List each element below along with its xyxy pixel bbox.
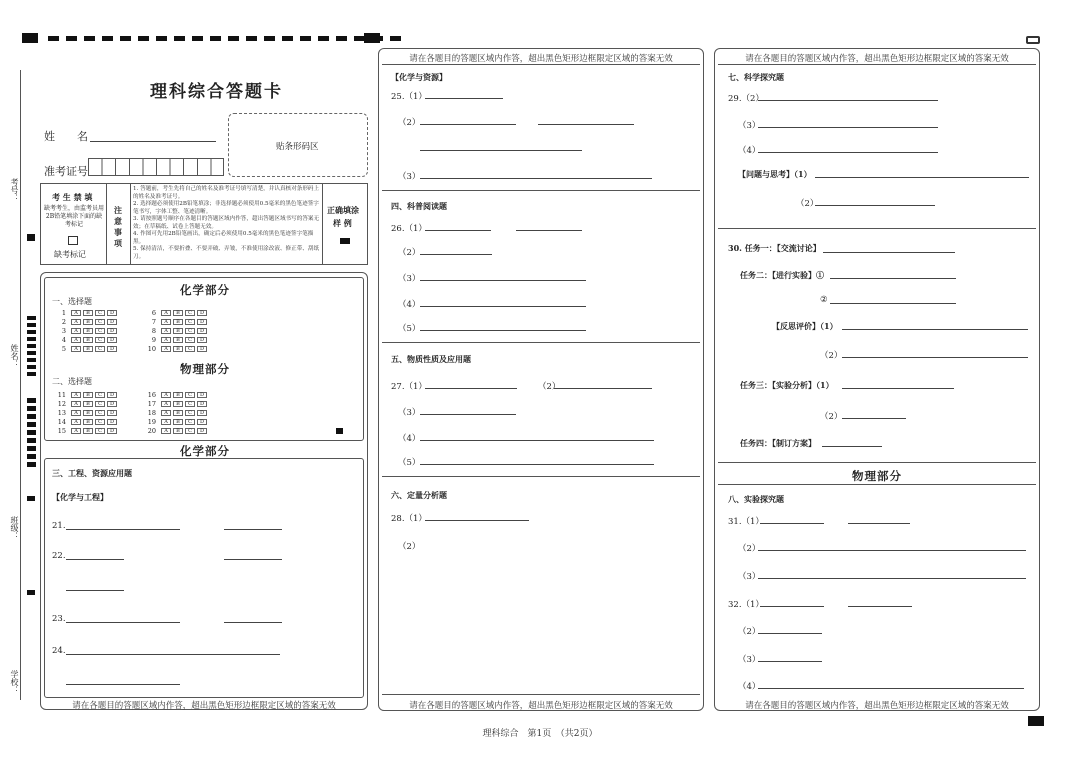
- divider: [382, 694, 700, 695]
- mcq-row: [54, 336, 117, 344]
- q27-1-answer[interactable]: [425, 388, 517, 389]
- option-bubble-d[interactable]: D: [197, 428, 207, 434]
- question-number: 19: [147, 418, 156, 426]
- q22-label: 22.: [52, 551, 66, 561]
- name-field[interactable]: [90, 141, 216, 142]
- q24-label: 24.: [52, 646, 66, 656]
- option-bubble-c[interactable]: C: [185, 346, 195, 352]
- question-number: 14: [57, 418, 66, 426]
- timing-marks: [48, 36, 401, 41]
- q25-2-label: （2）: [398, 118, 421, 128]
- q27-4-answer[interactable]: [420, 440, 654, 441]
- chem-resources-label: 【化学与资源】: [391, 72, 447, 82]
- option-bubble-b[interactable]: B: [173, 392, 183, 398]
- option-bubble-a[interactable]: A: [71, 310, 81, 316]
- divider: [130, 183, 131, 265]
- task3-1-answer[interactable]: [842, 388, 954, 389]
- option-bubble-b[interactable]: B: [173, 319, 183, 325]
- q32-4-answer[interactable]: [758, 688, 1024, 689]
- divider: [718, 484, 1036, 485]
- question-number: 18: [147, 409, 156, 417]
- q25-2-answer-1[interactable]: [420, 124, 516, 125]
- option-bubble-c[interactable]: C: [185, 410, 195, 416]
- q29-4-label: （4）: [738, 146, 761, 156]
- option-bubble-d[interactable]: D: [107, 410, 117, 416]
- task3-2-label: （2）: [820, 412, 843, 422]
- question-number: 8: [151, 327, 156, 335]
- q26-1-answer-2[interactable]: [516, 230, 582, 231]
- notice-col3-bottom: 请在各题目的答题区域内作答，超出黑色矩形边框限定区域的答案无效: [745, 701, 1009, 711]
- option-bubble-c[interactable]: C: [95, 410, 105, 416]
- note-item: 4. 作图可先用2B铅笔画出，确定后必须使用0.5毫米的黑色笔迹签字笔描黑。: [133, 231, 314, 245]
- mcq-row: [54, 418, 117, 426]
- q26-5-label: （5）: [398, 324, 421, 334]
- q32-3-answer[interactable]: [758, 661, 822, 662]
- side-mark: [27, 590, 35, 595]
- mcq-row: [144, 427, 207, 435]
- corner-mark-bottom-right: [1028, 716, 1044, 726]
- option-bubble-a[interactable]: A: [161, 392, 171, 398]
- option-bubble-d[interactable]: D: [107, 337, 117, 343]
- option-bubble-c[interactable]: C: [95, 310, 105, 316]
- option-bubble-b[interactable]: B: [173, 401, 183, 407]
- option-bubble-a[interactable]: A: [161, 328, 171, 334]
- option-bubble-b[interactable]: B: [83, 401, 93, 407]
- option-bubble-a[interactable]: A: [71, 392, 81, 398]
- notes-list: [133, 186, 321, 261]
- mcq-row: [144, 391, 207, 399]
- option-bubble-a[interactable]: A: [161, 419, 171, 425]
- option-bubble-c[interactable]: C: [95, 428, 105, 434]
- task2-2-label: ②: [820, 295, 828, 305]
- divider: [718, 462, 1036, 463]
- q23-answer-1[interactable]: [66, 622, 180, 623]
- q24-answer-2[interactable]: [66, 684, 180, 685]
- q27-3-answer[interactable]: [420, 414, 516, 415]
- absent-mark-label: 缺考标记: [54, 250, 86, 259]
- name-label: 姓 名: [44, 130, 88, 143]
- examinee-text: 缺考考生，由监考员用2B铅笔填涂下面的缺考标记: [44, 205, 105, 228]
- q28-2-label: （2）: [398, 542, 421, 552]
- question-number: 1: [61, 309, 66, 317]
- option-bubble-b[interactable]: B: [83, 410, 93, 416]
- q26-2-answer[interactable]: [420, 254, 492, 255]
- option-bubble-d[interactable]: D: [197, 328, 207, 334]
- section-4-label: 四、科普阅读题: [391, 201, 447, 211]
- mcq-row: [54, 318, 117, 326]
- task2-label: 任务二：【进行实验】①: [740, 270, 824, 280]
- q26-2-label: （2）: [398, 248, 421, 258]
- reflect-label: 【反思评价】（1）: [772, 321, 838, 331]
- exam-id-boxes[interactable]: [88, 158, 224, 176]
- q28-1-answer[interactable]: [425, 520, 529, 521]
- mcq-row: [54, 309, 117, 317]
- q27-5-label: （5）: [398, 458, 421, 468]
- option-bubble-b[interactable]: B: [173, 346, 183, 352]
- q30-task1-label: 30. 任务一：【交流讨论】: [728, 243, 821, 253]
- side-label-kaohao: 考号：: [10, 178, 19, 202]
- q29-3-label: （3）: [738, 121, 761, 131]
- option-bubble-d[interactable]: D: [197, 419, 207, 425]
- q29-2-answer[interactable]: [758, 100, 938, 101]
- side-mark: [27, 234, 35, 241]
- q25-3-label: （3）: [398, 172, 421, 182]
- phys-part-title: 物理部分: [852, 469, 902, 483]
- question-number: 11: [57, 391, 66, 399]
- note-item: 3. 请按照题号顺序在各题目的答题区域内作答，超出答题区域书写的答案无效；在草稿纸、试卷上答题无效。: [133, 216, 320, 230]
- mcq-row: [144, 345, 207, 353]
- option-bubble-a[interactable]: A: [71, 346, 81, 352]
- task4-label: 任务四：【制订方案】: [740, 438, 816, 448]
- question-number: 9: [151, 336, 156, 344]
- q25-3-answer[interactable]: [420, 178, 652, 179]
- option-bubble-d[interactable]: D: [197, 337, 207, 343]
- option-bubble-b[interactable]: B: [173, 328, 183, 334]
- q26-5-answer[interactable]: [420, 330, 586, 331]
- option-bubble-b[interactable]: B: [83, 428, 93, 434]
- q30-task1-answer[interactable]: [823, 252, 955, 253]
- section-3-label: 三、工程、资源应用题: [52, 468, 132, 478]
- question-number: 10: [147, 345, 156, 353]
- question-number: 16: [147, 391, 156, 399]
- problem-2-label: （2）: [796, 199, 819, 209]
- option-bubble-b[interactable]: B: [173, 310, 183, 316]
- q25-1-label: 25.（1）: [391, 92, 427, 102]
- option-bubble-b[interactable]: B: [173, 337, 183, 343]
- option-bubble-a[interactable]: A: [71, 428, 81, 434]
- q31-3-answer[interactable]: [758, 578, 1026, 579]
- question-number: 5: [61, 345, 66, 353]
- option-bubble-c[interactable]: C: [185, 392, 195, 398]
- mcq-row: [144, 336, 207, 344]
- option-bubble-d[interactable]: D: [197, 319, 207, 325]
- option-bubble-a[interactable]: A: [161, 319, 171, 325]
- section-5-label: 五、物质性质及应用题: [391, 354, 471, 364]
- q26-4-answer[interactable]: [420, 306, 586, 307]
- option-bubble-c[interactable]: C: [185, 328, 195, 334]
- question-number: 3: [61, 327, 66, 335]
- section-7-label: 七、科学探究题: [728, 72, 784, 82]
- option-bubble-b[interactable]: B: [83, 310, 93, 316]
- q28-1-label: 28.（1）: [391, 514, 427, 524]
- mcq-mark: [336, 428, 343, 434]
- q32-1-answer-1[interactable]: [760, 606, 824, 607]
- mcq-row: [54, 391, 117, 399]
- option-bubble-d[interactable]: D: [197, 392, 207, 398]
- option-bubble-d[interactable]: D: [107, 328, 117, 334]
- q31-1-answer-2[interactable]: [848, 523, 910, 524]
- option-bubble-c[interactable]: C: [185, 419, 195, 425]
- option-bubble-a[interactable]: A: [161, 410, 171, 416]
- q27-5-answer[interactable]: [420, 464, 654, 465]
- option-bubble-a[interactable]: A: [71, 328, 81, 334]
- q25-1-answer[interactable]: [425, 98, 503, 99]
- q32-4-label: （4）: [738, 682, 761, 692]
- binding-line: [20, 70, 21, 700]
- divider: [382, 476, 700, 477]
- option-bubble-c[interactable]: C: [185, 310, 195, 316]
- option-bubble-d[interactable]: D: [107, 419, 117, 425]
- q32-1-answer-2[interactable]: [848, 606, 912, 607]
- divider: [718, 64, 1036, 65]
- section-8-label: 八、实验探究题: [728, 494, 784, 504]
- notice-col2-bottom: 请在各题目的答题区域内作答，超出黑色矩形边框限定区域的答案无效: [409, 701, 673, 711]
- option-bubble-c[interactable]: C: [185, 337, 195, 343]
- option-bubble-a[interactable]: A: [71, 401, 81, 407]
- q32-2-label: （2）: [738, 627, 761, 637]
- option-bubble-a[interactable]: A: [161, 401, 171, 407]
- mcq-row: [144, 418, 207, 426]
- page-footer: 理科综合 第1页 （共2页）: [482, 729, 598, 739]
- q27-1-label: 27.（1）: [391, 382, 427, 392]
- question-number: 17: [147, 400, 156, 408]
- q25-2-answer-3[interactable]: [420, 150, 582, 151]
- option-bubble-b[interactable]: B: [173, 419, 183, 425]
- option-bubble-c[interactable]: C: [185, 401, 195, 407]
- option-bubble-b[interactable]: B: [83, 328, 93, 334]
- q29-4-answer[interactable]: [758, 152, 938, 153]
- side-label-xuexiao: 学校：: [10, 670, 19, 694]
- side-barcode-1: [27, 316, 36, 376]
- q26-3-label: （3）: [398, 274, 421, 284]
- corner-mark-top-mid: [364, 33, 380, 43]
- question-number: 2: [61, 318, 66, 326]
- correct-fill-sub: 样 例: [333, 218, 352, 228]
- option-bubble-a[interactable]: A: [161, 346, 171, 352]
- q26-1-label: 26.（1）: [391, 224, 427, 234]
- q21-answer-1[interactable]: [66, 529, 180, 530]
- chem-part-title: 化学部分: [180, 444, 230, 458]
- option-bubble-b[interactable]: B: [83, 419, 93, 425]
- chem-mcq-title: 化学部分: [180, 283, 230, 297]
- option-bubble-b[interactable]: B: [173, 428, 183, 434]
- correct-fill-sample: [340, 238, 350, 244]
- option-bubble-b[interactable]: B: [173, 410, 183, 416]
- option-bubble-c[interactable]: C: [95, 401, 105, 407]
- q31-1-label: 31.（1）: [728, 517, 764, 527]
- q31-2-label: （2）: [738, 544, 761, 554]
- phys-mcq-title: 物理部分: [180, 362, 230, 376]
- side-mark: [27, 496, 35, 501]
- divider: [382, 342, 700, 343]
- option-bubble-d[interactable]: D: [107, 392, 117, 398]
- chem-engineering-label: 【化学与工程】: [52, 492, 108, 502]
- option-bubble-b[interactable]: B: [83, 337, 93, 343]
- question-number: 4: [61, 336, 66, 344]
- question-number: 7: [151, 318, 156, 326]
- q22-answer-3[interactable]: [66, 590, 124, 591]
- problem-label: 【问题与思考】（1）: [738, 169, 812, 179]
- mcq-row: [54, 327, 117, 335]
- option-bubble-d[interactable]: D: [107, 319, 117, 325]
- notice-col2-top: 请在各题目的答题区域内作答，超出黑色矩形边框限定区域的答案无效: [409, 54, 673, 64]
- option-bubble-c[interactable]: C: [95, 319, 105, 325]
- question-number: 12: [57, 400, 66, 408]
- option-bubble-a[interactable]: A: [71, 319, 81, 325]
- task4-answer[interactable]: [822, 446, 882, 447]
- option-bubble-c[interactable]: C: [185, 428, 195, 434]
- q23-answer-2[interactable]: [224, 622, 282, 623]
- mcq-row: [144, 400, 207, 408]
- q21-label: 21.: [52, 521, 66, 531]
- reflect-1-answer[interactable]: [842, 329, 1028, 330]
- reflect-2-answer[interactable]: [842, 357, 1028, 358]
- q26-1-answer-1[interactable]: [425, 230, 491, 231]
- q24-answer-1[interactable]: [66, 654, 280, 655]
- divider: [382, 190, 700, 191]
- divider: [106, 183, 107, 265]
- mcq-row: [54, 409, 117, 417]
- q27-2-label: （2）: [538, 382, 561, 392]
- task2-2-answer[interactable]: [830, 303, 956, 304]
- option-bubble-d[interactable]: D: [197, 401, 207, 407]
- option-bubble-d[interactable]: D: [197, 310, 207, 316]
- question-number: 15: [57, 427, 66, 435]
- card-title: 理科综合答题卡: [150, 82, 283, 102]
- q26-3-answer[interactable]: [420, 280, 586, 281]
- option-bubble-d[interactable]: D: [197, 410, 207, 416]
- printer-icon: [1026, 36, 1040, 44]
- note-item: 5. 保持清洁，不要折叠、不要弄破、弄皱，不准使用涂改液、修正带、刮纸刀。: [133, 246, 320, 260]
- question-number: 20: [147, 427, 156, 435]
- option-bubble-c[interactable]: C: [95, 419, 105, 425]
- task2-1-answer[interactable]: [830, 278, 956, 279]
- option-bubble-c[interactable]: C: [95, 328, 105, 334]
- q27-4-label: （4）: [398, 434, 421, 444]
- option-bubble-c[interactable]: C: [95, 392, 105, 398]
- barcode-area-label: 贴条形码区: [276, 142, 319, 152]
- option-bubble-c[interactable]: C: [95, 337, 105, 343]
- reflect-2-label: （2）: [820, 351, 843, 361]
- q27-2-answer[interactable]: [554, 388, 652, 389]
- option-bubble-d[interactable]: D: [197, 346, 207, 352]
- note-item: 1. 答题前，考生先将自己的姓名及准考证号填写清楚，并认真核对条形码上的姓名及准考证号。: [133, 186, 320, 200]
- option-bubble-d[interactable]: D: [107, 401, 117, 407]
- option-bubble-a[interactable]: A: [71, 337, 81, 343]
- notes-title: 注意事项: [114, 205, 122, 248]
- q23-label: 23.: [52, 614, 66, 624]
- question-number: 6: [151, 309, 156, 317]
- mcq-row: [144, 327, 207, 335]
- q31-1-answer-1[interactable]: [760, 523, 824, 524]
- section-1-label: 一、选择题: [52, 297, 92, 306]
- q26-4-label: （4）: [398, 300, 421, 310]
- task3-2-answer[interactable]: [842, 418, 906, 419]
- option-bubble-b[interactable]: B: [83, 346, 93, 352]
- exam-id-label: 准考证号: [44, 165, 88, 178]
- q32-1-label: 32.（1）: [728, 600, 764, 610]
- option-bubble-a[interactable]: A: [71, 419, 81, 425]
- mcq-row: [144, 409, 207, 417]
- question-number: 13: [57, 409, 66, 417]
- divider: [382, 64, 700, 65]
- option-bubble-b[interactable]: B: [83, 319, 93, 325]
- option-bubble-b[interactable]: B: [83, 392, 93, 398]
- section-2-label: 二、选择题: [52, 377, 92, 386]
- notice-col3-top: 请在各题目的答题区域内作答，超出黑色矩形边框限定区域的答案无效: [745, 54, 1009, 64]
- q32-2-answer[interactable]: [758, 633, 822, 634]
- side-barcode-2: [27, 398, 36, 470]
- q22-answer-2[interactable]: [224, 559, 282, 560]
- problem-1-answer[interactable]: [815, 177, 1029, 178]
- examinee-title: 考 生 禁 填: [52, 192, 93, 202]
- corner-mark-top-left: [22, 33, 38, 43]
- q27-3-label: （3）: [398, 408, 421, 418]
- correct-fill-title: 正确填涂: [327, 205, 359, 215]
- option-bubble-a[interactable]: A: [71, 410, 81, 416]
- q31-3-label: （3）: [738, 572, 761, 582]
- option-bubble-c[interactable]: C: [185, 319, 195, 325]
- section-6-label: 六、定量分析题: [391, 490, 447, 500]
- q21-answer-2[interactable]: [224, 529, 282, 530]
- divider: [718, 228, 1036, 229]
- mcq-row: [54, 427, 117, 435]
- q31-2-answer[interactable]: [758, 550, 1026, 551]
- mcq-row: [54, 345, 117, 353]
- option-bubble-d[interactable]: D: [107, 346, 117, 352]
- option-bubble-a[interactable]: A: [161, 337, 171, 343]
- q29-2-label: 29.（2）: [728, 94, 764, 104]
- option-bubble-a[interactable]: A: [161, 428, 171, 434]
- option-bubble-d[interactable]: D: [107, 310, 117, 316]
- divider: [322, 183, 323, 265]
- task3-label: 任务三：【实验分析】（1）: [740, 380, 834, 390]
- option-bubble-c[interactable]: C: [95, 346, 105, 352]
- option-bubble-d[interactable]: D: [107, 428, 117, 434]
- problem-2-answer[interactable]: [815, 205, 935, 206]
- q32-3-label: （3）: [738, 655, 761, 665]
- side-label-banji: 班级：: [10, 516, 19, 540]
- mcq-row: [144, 318, 207, 326]
- mcq-row: [54, 400, 117, 408]
- absent-checkbox[interactable]: [68, 236, 78, 245]
- notice-col1: 请在各题目的答题区域内作答，超出黑色矩形边框限定区域的答案无效: [72, 701, 336, 711]
- q22-answer-1[interactable]: [66, 559, 124, 560]
- mcq-row: [144, 309, 207, 317]
- side-label-xingming: 姓名：: [10, 344, 19, 368]
- option-bubble-a[interactable]: A: [161, 310, 171, 316]
- q29-3-answer[interactable]: [758, 127, 938, 128]
- note-item: 2. 选择题必须使用2B铅笔填涂；非选择题必须使用0.5毫米的黑色笔迹签字笔书写，字体工整、笔迹清晰。: [133, 201, 319, 215]
- q25-2-answer-2[interactable]: [538, 124, 634, 125]
